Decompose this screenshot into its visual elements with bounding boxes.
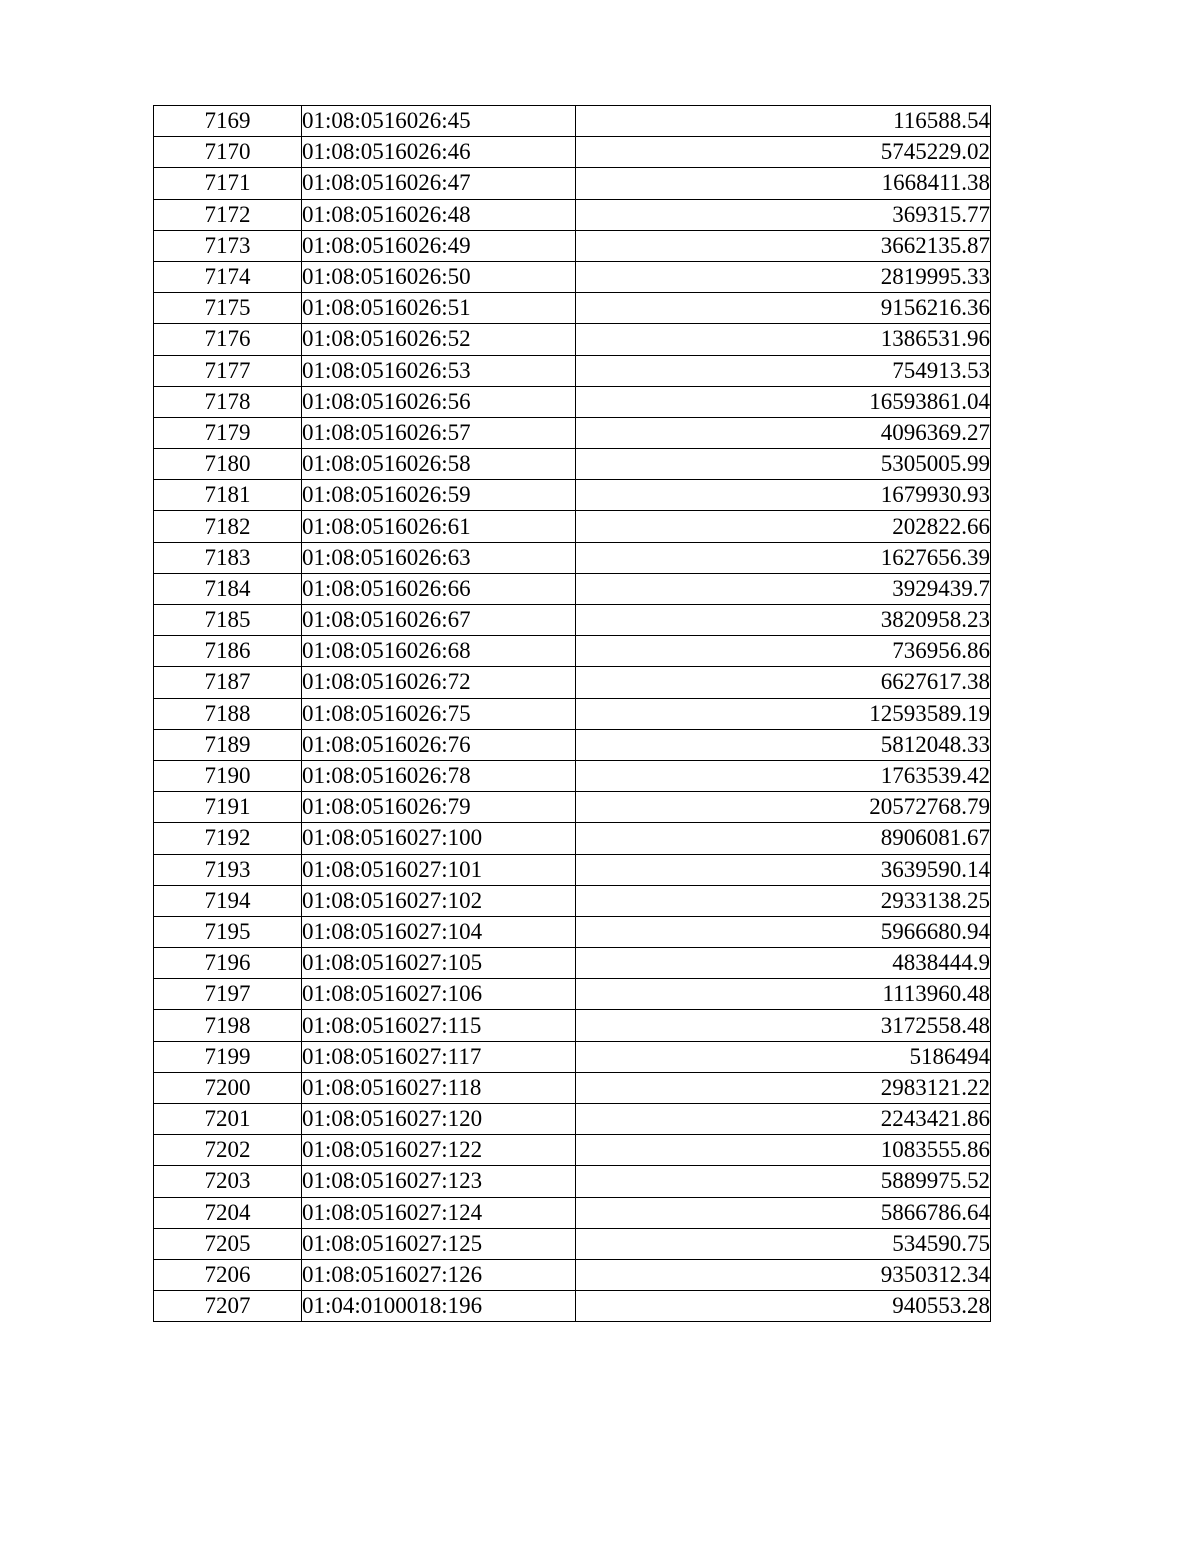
cadastral-number-cell: 01:08:0516027:100 [302,823,576,854]
row-index-cell: 7202 [154,1135,302,1166]
value-cell: 5889975.52 [576,1166,991,1197]
value-cell: 202822.66 [576,511,991,542]
cadastral-number-cell: 01:08:0516027:101 [302,854,576,885]
value-cell: 736956.86 [576,636,991,667]
table-row [154,324,991,355]
value-cell: 1679930.93 [576,480,991,511]
row-index-cell: 7203 [154,1166,302,1197]
table-row [154,1104,991,1135]
table-row [154,137,991,168]
value-cell: 2933138.25 [576,885,991,916]
value-cell: 5966680.94 [576,916,991,947]
table-row [154,729,991,760]
row-index-cell: 7200 [154,1072,302,1103]
table-row [154,948,991,979]
cadastral-number-cell: 01:08:0516027:123 [302,1166,576,1197]
table-row [154,979,991,1010]
table-row [154,199,991,230]
value-cell: 16593861.04 [576,386,991,417]
cadastral-number-cell: 01:08:0516026:67 [302,605,576,636]
cadastral-number-cell: 01:08:0516027:125 [302,1228,576,1259]
value-cell: 20572768.79 [576,792,991,823]
table-row [154,1197,991,1228]
cadastral-number-cell: 01:08:0516027:104 [302,916,576,947]
table-row [154,449,991,480]
table-row [154,1072,991,1103]
cadastral-number-cell: 01:08:0516026:61 [302,511,576,542]
cadastral-number-cell: 01:08:0516026:45 [302,106,576,137]
table-row [154,1041,991,1072]
cadastral-number-cell: 01:08:0516027:117 [302,1041,576,1072]
cadastral-number-cell: 01:08:0516026:58 [302,449,576,480]
table-row [154,386,991,417]
row-index-cell: 7191 [154,792,302,823]
value-cell: 6627617.38 [576,667,991,698]
cadastral-number-cell: 01:08:0516026:59 [302,480,576,511]
row-index-cell: 7181 [154,480,302,511]
row-index-cell: 7188 [154,698,302,729]
row-index-cell: 7170 [154,137,302,168]
value-cell: 369315.77 [576,199,991,230]
row-index-cell: 7187 [154,667,302,698]
row-index-cell: 7197 [154,979,302,1010]
table-row [154,698,991,729]
row-index-cell: 7206 [154,1259,302,1290]
value-cell: 534590.75 [576,1228,991,1259]
cadastral-number-cell: 01:08:0516026:56 [302,386,576,417]
row-index-cell: 7176 [154,324,302,355]
row-index-cell: 7180 [154,449,302,480]
row-index-cell: 7194 [154,885,302,916]
value-cell: 5745229.02 [576,137,991,168]
row-index-cell: 7192 [154,823,302,854]
table-row [154,261,991,292]
row-index-cell: 7169 [154,106,302,137]
table-row [154,1010,991,1041]
row-index-cell: 7185 [154,605,302,636]
value-cell: 2819995.33 [576,261,991,292]
cadastral-number-cell: 01:08:0516026:52 [302,324,576,355]
cadastral-number-cell: 01:08:0516026:76 [302,729,576,760]
row-index-cell: 7174 [154,261,302,292]
row-index-cell: 7198 [154,1010,302,1041]
cadastral-number-cell: 01:08:0516027:105 [302,948,576,979]
table-row [154,1228,991,1259]
table-row [154,1135,991,1166]
row-index-cell: 7186 [154,636,302,667]
cadastral-number-cell: 01:08:0516027:118 [302,1072,576,1103]
cadastral-number-cell: 01:08:0516026:47 [302,168,576,199]
value-cell: 3662135.87 [576,230,991,261]
row-index-cell: 7201 [154,1104,302,1135]
table-row [154,230,991,261]
value-cell: 1627656.39 [576,542,991,573]
table-row [154,823,991,854]
value-cell: 9350312.34 [576,1259,991,1290]
row-index-cell: 7184 [154,573,302,604]
table-row [154,1166,991,1197]
value-cell: 754913.53 [576,355,991,386]
table-row [154,636,991,667]
table-row [154,885,991,916]
table-row [154,542,991,573]
table-row [154,573,991,604]
table-row [154,480,991,511]
cadastral-number-cell: 01:08:0516026:63 [302,542,576,573]
table-row [154,511,991,542]
cadastral-number-cell: 01:08:0516027:124 [302,1197,576,1228]
cadastral-number-cell: 01:08:0516026:53 [302,355,576,386]
cadastral-number-cell: 01:08:0516026:75 [302,698,576,729]
cadastral-number-cell: 01:08:0516026:78 [302,760,576,791]
value-cell: 940553.28 [576,1291,991,1322]
cadastral-number-cell: 01:08:0516027:102 [302,885,576,916]
row-index-cell: 7178 [154,386,302,417]
cadastral-number-cell: 01:08:0516026:50 [302,261,576,292]
value-cell: 1113960.48 [576,979,991,1010]
row-index-cell: 7173 [154,230,302,261]
row-index-cell: 7193 [154,854,302,885]
cadastral-number-cell: 01:04:0100018:196 [302,1291,576,1322]
cadastral-number-cell: 01:08:0516026:51 [302,293,576,324]
cadastral-number-cell: 01:08:0516027:120 [302,1104,576,1135]
row-index-cell: 7183 [154,542,302,573]
table-row [154,355,991,386]
cadastral-number-cell: 01:08:0516026:79 [302,792,576,823]
value-cell: 1668411.38 [576,168,991,199]
cadastral-number-cell: 01:08:0516027:115 [302,1010,576,1041]
table-row [154,667,991,698]
row-index-cell: 7172 [154,199,302,230]
table-row [154,106,991,137]
table-row [154,417,991,448]
cadastral-number-cell: 01:08:0516026:49 [302,230,576,261]
table-row [154,168,991,199]
row-index-cell: 7177 [154,355,302,386]
table-row [154,916,991,947]
value-cell: 12593589.19 [576,698,991,729]
value-cell: 2983121.22 [576,1072,991,1103]
value-cell: 8906081.67 [576,823,991,854]
table-row [154,1291,991,1322]
value-cell: 5305005.99 [576,449,991,480]
cadastral-number-cell: 01:08:0516027:122 [302,1135,576,1166]
cadastral-number-cell: 01:08:0516026:48 [302,199,576,230]
row-index-cell: 7189 [154,729,302,760]
row-index-cell: 7205 [154,1228,302,1259]
value-cell: 1083555.86 [576,1135,991,1166]
cadastral-number-cell: 01:08:0516026:57 [302,417,576,448]
cadastral-number-cell: 01:08:0516026:72 [302,667,576,698]
table-body [154,106,991,1322]
row-index-cell: 7171 [154,168,302,199]
table-row [154,760,991,791]
table-row [154,293,991,324]
cadastral-value-table [153,105,991,1322]
value-cell: 3172558.48 [576,1010,991,1041]
value-cell: 5186494 [576,1041,991,1072]
cadastral-number-cell: 01:08:0516027:126 [302,1259,576,1290]
table-row [154,854,991,885]
cadastral-number-cell: 01:08:0516026:66 [302,573,576,604]
row-index-cell: 7199 [154,1041,302,1072]
value-cell: 116588.54 [576,106,991,137]
value-cell: 3639590.14 [576,854,991,885]
value-cell: 9156216.36 [576,293,991,324]
table-row [154,605,991,636]
row-index-cell: 7204 [154,1197,302,1228]
cadastral-number-cell: 01:08:0516026:68 [302,636,576,667]
value-cell: 3929439.7 [576,573,991,604]
row-index-cell: 7207 [154,1291,302,1322]
row-index-cell: 7175 [154,293,302,324]
value-cell: 1763539.42 [576,760,991,791]
value-cell: 4096369.27 [576,417,991,448]
cadastral-number-cell: 01:08:0516027:106 [302,979,576,1010]
value-cell: 2243421.86 [576,1104,991,1135]
value-cell: 3820958.23 [576,605,991,636]
row-index-cell: 7195 [154,916,302,947]
value-cell: 1386531.96 [576,324,991,355]
value-cell: 4838444.9 [576,948,991,979]
row-index-cell: 7190 [154,760,302,791]
row-index-cell: 7196 [154,948,302,979]
row-index-cell: 7182 [154,511,302,542]
value-cell: 5812048.33 [576,729,991,760]
table-row [154,792,991,823]
table-row [154,1259,991,1290]
cadastral-number-cell: 01:08:0516026:46 [302,137,576,168]
row-index-cell: 7179 [154,417,302,448]
value-cell: 5866786.64 [576,1197,991,1228]
